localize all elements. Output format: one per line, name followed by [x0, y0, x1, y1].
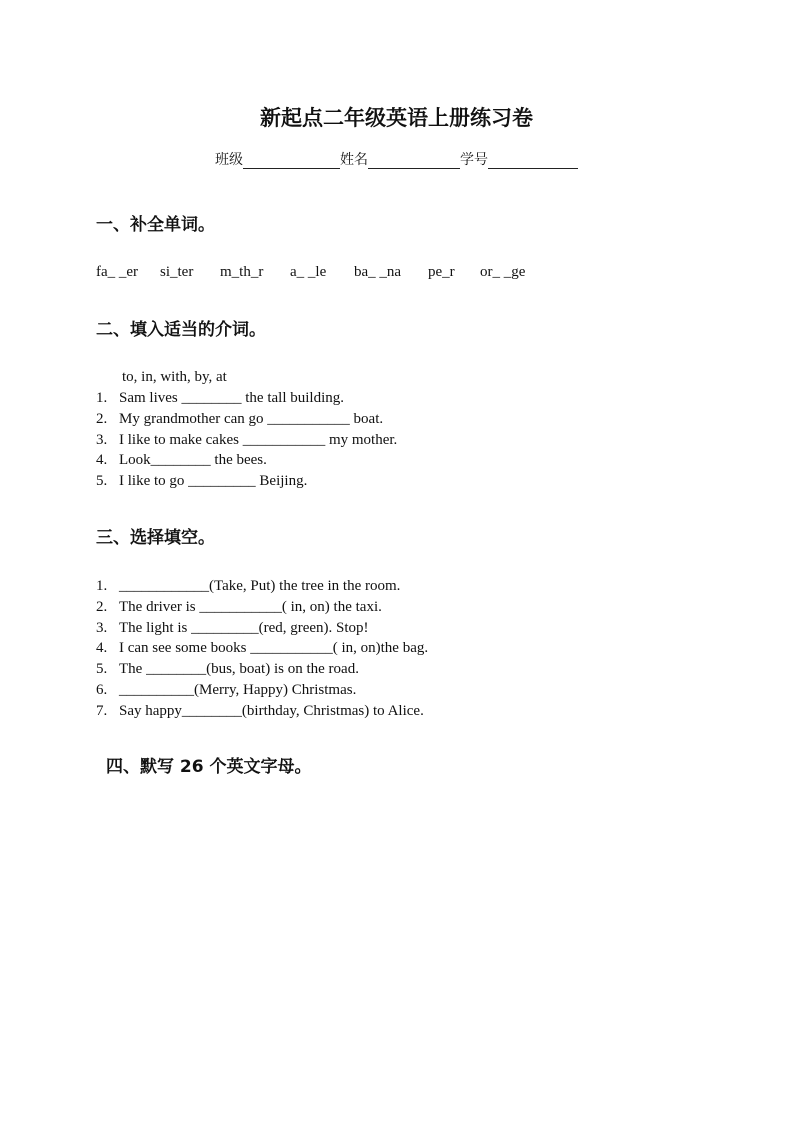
word-item: ba_ _na — [354, 264, 402, 280]
list-item: 4. Look________ the bees. — [96, 452, 267, 469]
list-item: 1. Sam lives ________ the tall building. — [96, 390, 344, 406]
list-item: 3. The light is _________(red, green). Stop! — [96, 619, 369, 636]
list-item: 3. I like to make cakes ___________ my mother. — [96, 431, 398, 448]
section4-heading: 四、默写 26 个英文字母。 — [106, 757, 312, 777]
word-completion-row — [96, 264, 525, 281]
section1-heading: 一、补全单词。 — [96, 215, 215, 235]
student-info-line — [215, 149, 578, 169]
list-item: 2. My grandmother can go ___________ boat. — [96, 410, 384, 427]
list-item: 4. I can see some books ___________( in, on)the bag. — [96, 640, 429, 657]
section3-heading: 三、选择填空。 — [96, 528, 215, 548]
page-title: 新起点二年级英语上册练习卷 — [260, 106, 533, 130]
word-item: pe_r — [428, 264, 455, 280]
class-label: 班级 — [215, 152, 243, 168]
word-item: si_ter — [160, 264, 194, 280]
name-label: 姓名 — [340, 152, 368, 168]
word-item: a_ _le — [290, 264, 327, 280]
section2-heading: 二、填入适当的介词。 — [96, 320, 266, 340]
list-item: 7. Say happy________(birthday, Christmas) to Alice. — [96, 702, 424, 719]
word-bank: to, in, with, by, at — [122, 369, 227, 385]
class-blank[interactable] — [243, 154, 340, 169]
list-item: 1. ____________(Take, Put) the tree in the room. — [96, 578, 401, 594]
preposition-list — [96, 388, 397, 492]
list-item: 5. The ________(bus, boat) is on the road. — [96, 661, 359, 678]
word-item: fa_ _er — [96, 264, 139, 280]
word-item: m_th_r — [220, 264, 264, 280]
student-id-label: 学号 — [460, 152, 488, 168]
choice-list — [96, 576, 428, 722]
list-item: 5. I like to go _________ Beijing. — [96, 473, 308, 490]
word-item: or_ _ge — [480, 264, 526, 280]
student-id-blank[interactable] — [488, 154, 578, 169]
list-item: 6. __________(Merry, Happy) Christmas. — [96, 681, 357, 698]
list-item: 2. The driver is ___________( in, on) the taxi. — [96, 598, 382, 615]
name-blank[interactable] — [368, 154, 460, 169]
